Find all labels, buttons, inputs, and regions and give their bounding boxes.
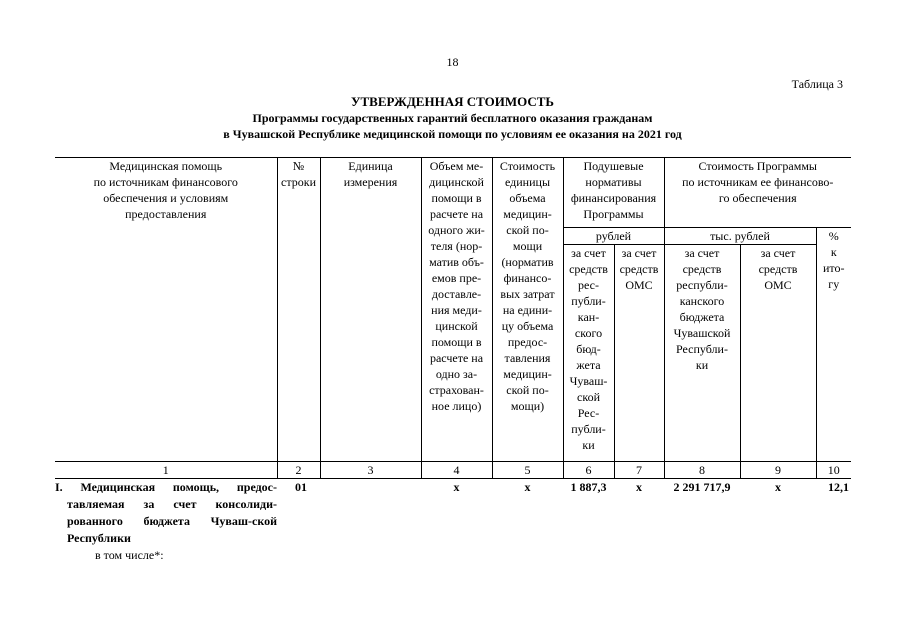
row-care-name xyxy=(55,479,277,565)
column-number: 10 xyxy=(816,462,851,479)
document-subtitle-2: в Чувашской Республике медицинской помощи по условиям ее оказания на 2021 год xyxy=(223,127,682,141)
header-col-care: Медицинская помощь по источникам финансового обеспечения и условиям предоставления xyxy=(55,158,277,462)
header-col-per-capita-oms: за счет средств ОМС xyxy=(614,245,664,462)
page-number: 18 xyxy=(446,55,459,69)
row-percent: 12,1 xyxy=(828,480,849,494)
column-number: 4 xyxy=(421,462,492,479)
header-col-cost-oms: за счет средств ОМС xyxy=(740,245,816,462)
column-number: 6 xyxy=(563,462,614,479)
row-volume: х xyxy=(453,480,460,494)
column-number: 7 xyxy=(614,462,664,479)
table-row xyxy=(55,479,851,565)
column-number: 1 xyxy=(55,462,277,479)
table-label: Таблица 3 xyxy=(791,77,843,91)
header-col-unit: Единица измерения xyxy=(320,158,421,462)
column-number: 8 xyxy=(664,462,740,479)
row-number: 01 xyxy=(295,480,307,494)
header-col-volume: Объем ме- дицинской помощи в расчете на одного жи- теля (нор- матив объ- емов пре- доставле- ния меди- цинской помощи в расчете на одно за- страхован- ное лицо) xyxy=(421,158,492,462)
column-number: 9 xyxy=(740,462,816,479)
column-number: 3 xyxy=(320,462,421,479)
header-col-cost-budget: за счет средств республи- канского бюджета Чувашской Республи- ки xyxy=(664,245,740,462)
header-thousand-rubles: тыс. рублей xyxy=(664,228,816,245)
header-rubles: рублей xyxy=(563,228,664,245)
row-per-capita-budget: 1 887,3 xyxy=(570,480,607,494)
document-subtitle-1: Программы государственных гарантий бесплатного оказания гражданам xyxy=(252,111,653,125)
row-cost-oms: х xyxy=(775,480,781,494)
column-number: 2 xyxy=(277,462,320,479)
document-title: УТВЕРЖДЕННАЯ СТОИМОСТЬ xyxy=(350,94,555,109)
row-unit-cost: х xyxy=(524,480,531,494)
row-per-capita-oms: х xyxy=(636,480,642,494)
header-col-unit-cost: Стоимость единицы объема медицин- ской по- мощи (норматив финансо- вых затрат на едини- цу объема предос- тавления медицин- ской по- мощи) xyxy=(492,158,563,462)
row-note: в том числе*: xyxy=(95,548,164,562)
header-col-row-number: № строки xyxy=(277,158,320,462)
row-cost-budget: 2 291 717,9 xyxy=(673,480,731,494)
row-name-text: I. Медицинская помощь, предос-тавляемая за счет консолиди-рованного бюджета Чуваш-ской Республики xyxy=(55,480,277,545)
header-group-per-capita: Подушевые нормативы финансирования Программы xyxy=(563,158,664,228)
cost-table xyxy=(55,157,851,564)
header-col-percent: % к ито- гу xyxy=(816,228,851,462)
column-number: 5 xyxy=(492,462,563,479)
header-group-program-cost: Стоимость Программы по источникам ее финансово- го обеспечения xyxy=(664,158,851,228)
row-unit xyxy=(320,479,421,565)
header-col-per-capita-budget: за счет средств рес- публи- кан- ского бюд- жета Чуваш- ской Рес- публи- ки xyxy=(563,245,614,462)
